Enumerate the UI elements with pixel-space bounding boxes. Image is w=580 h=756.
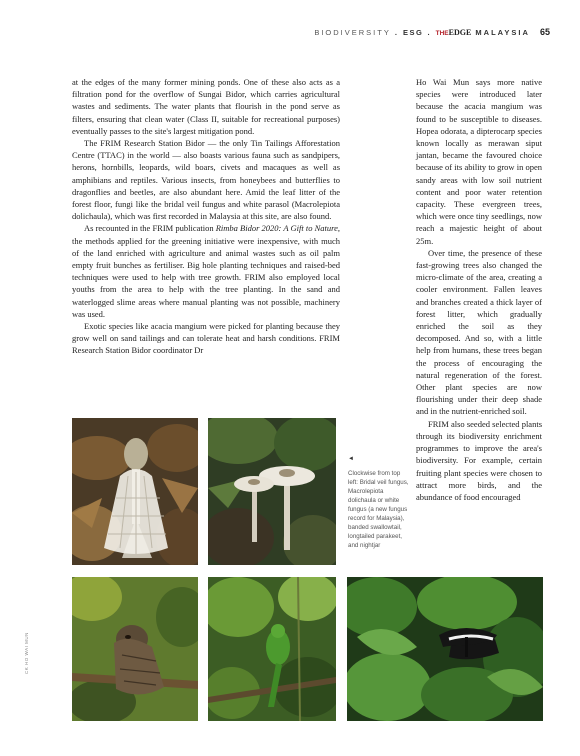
paragraph-text: As recounted in the FRIM publication	[84, 223, 216, 234]
photo-caption	[348, 455, 410, 550]
paragraph: Over time, the presence of these fast-growing trees also changed the micro-climate of the area, creating a cooler environment. Fallen leaves and branches created a thick layer of forest litter, which gradually enriched the soil as they decomposed. And so, with a little help from humans, these trees began the process of encouraging the natural regeneration of the forest. Other plant species are now flourishing under their deep shade and in the nutrient-enriched soil.	[416, 247, 542, 417]
paragraph: The FRIM Research Station Bidor — the only Tin Tailings Afforestation Centre (TTAC) in the world — also boasts various fauna such as sandpipers, herons, hornbills, leopards, wild boars, civets and macaques as well as amphibians and reptiles. Various insects, from honeybees and butterflies to dragonflies and beetles, are also abundant here. Amid the leaf litter of the forest floor, fungi like the bridal veil fungus and white parasol (Macrolepiota dolichaula), which was first recorded in Malaysia at this site, are also found.	[72, 138, 340, 222]
paragraph: Ho Wai Mun says more native species were introduced later because the acacia mangium was found to be susceptible to diseases. Hopea odorata, a dipterocarp species known locally as merawan siput jantan, became the favoured choice because of its ability to grow in open sandy areas with low soil nutrient content and poor water retention capacity. These evergreen trees, which were once tiny seedlings, now reach a majestic height of about 25m.	[416, 77, 542, 246]
photo-nightjar	[72, 577, 198, 721]
article-column-right	[416, 76, 542, 503]
section-name: BIODIVERSITY	[314, 28, 391, 37]
esg-label: ESG	[403, 28, 424, 37]
paragraph-text: , the methods applied for the greening initiative were inexpensive, with much of the land enriched with agriculture and animal wastes such as oil palm empty fruit bunches as fertiliser. Big hole planting techniques and raised-bed techniques were used to help with tree growth. FRIM also employed local youths from the area to help with the tree planting. In the sand and waterlogged slime areas where manual planting was not possible, machinery was used.	[72, 223, 341, 319]
paragraph	[72, 222, 340, 320]
article-column-left	[72, 76, 340, 357]
running-header	[300, 27, 550, 41]
header-separator: .	[394, 28, 399, 37]
logo-edge: EDGE	[448, 28, 472, 37]
publication-country: MALAYSIA	[475, 28, 530, 37]
publication-title: Rimba Bidor 2020: A Gift to Nature	[215, 223, 338, 234]
publication-logo	[436, 28, 472, 37]
paragraph: at the edges of the many former mining ponds. One of these also acts as a filtration pond for the overflow of Sungai Bidor, which carries agricultural wastes and sediments. The water plants that flourish in the pond serve as filters, ensuring that clean water (Class II, suitable for recreational purposes) eventually passes to the site's largest mitigation pond.	[72, 77, 340, 136]
paragraph: FRIM also seeded selected plants through its biodiversity enrichment programmes to improve the area's biodiversity. For example, certain fruiting plant species were chosen to attract more birds, and the abundance of food encouraged	[416, 418, 542, 502]
header-separator: .	[427, 28, 432, 37]
paragraph: Exotic species like acacia mangium were picked for planting because they grow well on sand tailings and can tolerate heat and harsh conditions. FRIM Research Station Bidor coordinator Dr	[72, 321, 340, 356]
logo-the: THE	[435, 30, 449, 37]
caption-arrow-icon: ◄	[348, 456, 354, 462]
caption-text: Clockwise from top left: Bridal veil fungus, Macrolepiota dolichaula or white fungus (a new fungus record for Malaysia), banded swallowtail, longtailed parakeet, and nightjar	[348, 470, 409, 549]
photo-bridal-veil-fungus	[72, 418, 198, 565]
photo-credit: CK HO WAI MUN	[24, 632, 29, 674]
photo-white-parasol-fungus	[208, 418, 336, 565]
photo-longtailed-parakeet	[208, 577, 336, 721]
photo-banded-swallowtail	[347, 577, 543, 721]
page-number: 65	[539, 27, 550, 37]
